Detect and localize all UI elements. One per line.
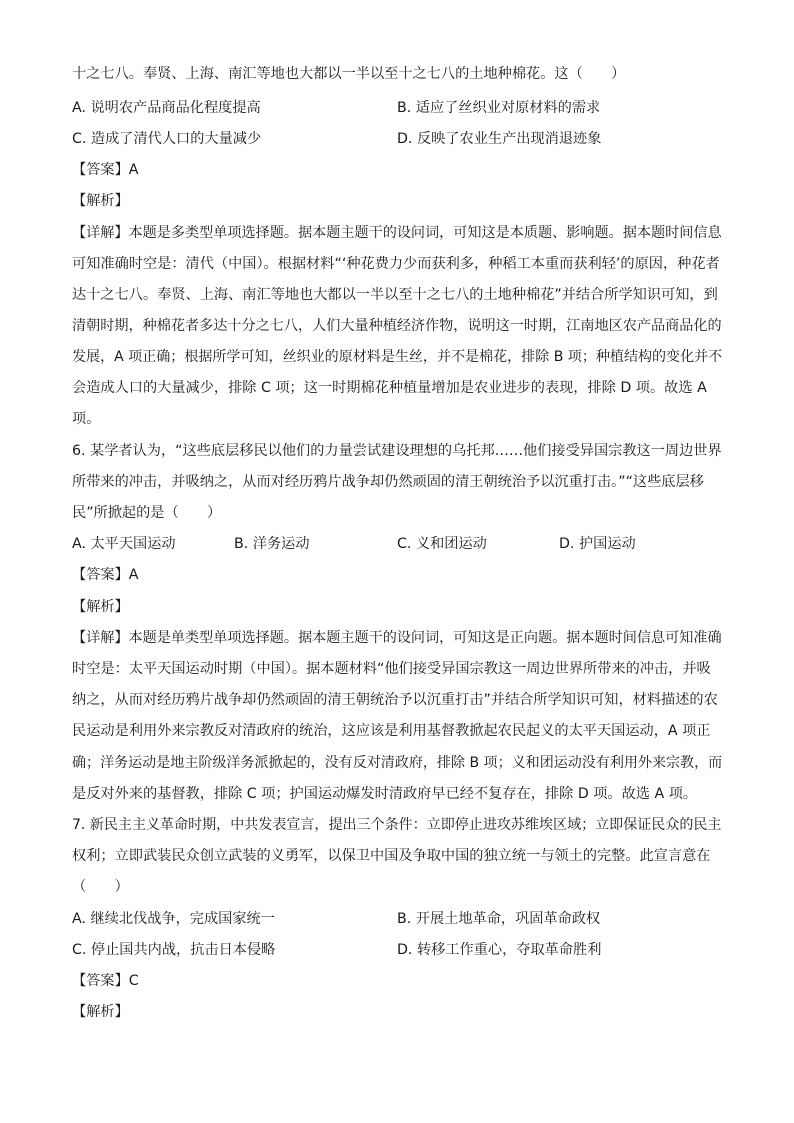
q7-answer: 【答案】C (72, 973, 139, 989)
q5-detail-line: 达十之七八。奉贤、上海、南汇等地也大都以一半以至十之七八的土地种棉花”并结合所学知识可知，到 (72, 287, 718, 303)
q7-option-a: A. 继续北伐战争，完成国家统一 (72, 911, 275, 927)
q7-option-d: D. 转移工作重心，夺取革命胜利 (397, 942, 602, 958)
q6-detail-line: 民运动是利用外来宗教反对清政府的统治，这应该是利用基督教掀起农民起义的太平天国运动，A 项正 (72, 723, 711, 739)
q6-option-c: C. 义和团运动 (397, 536, 487, 552)
q7-stem-line: 权利；立即武装民众创立武装的义勇军，以保卫中国及争取中国的独立统一与领土的完整。此宣言意在 (72, 848, 711, 864)
q5-detail-line: 清朝时期，种棉花者多达十分之七八，人们大量种植经济作物，说明这一时期，江南地区农产品商品化的 (72, 318, 722, 334)
q6-detail-line: 确；洋务运动是地主阶级洋务派掀起的，没有反对清政府，排除 B 项；义和团运动没有利用外来宗教，而 (72, 755, 723, 771)
q6-stem-line: 民”所掀起的是（ ） (72, 505, 222, 521)
q6-option-b: B. 洋务运动 (234, 536, 310, 552)
q6-detail-line: 是反对外来的基督教，排除 C 项；护国运动爆发时清政府早已经不复存在，排除 D 项。故选 A 项。 (72, 786, 698, 802)
q5-detail-line: 【详解】本题是多类型单项选择题。据本题主题干的设问词，可知这是本质题、影响题。据本题时间信息 (72, 225, 722, 241)
q5-detail-line: 发展，A 项正确；根据所学可知，丝织业的原材料是生丝，并不是棉花，排除 B 项；种植结构的变化并不 (72, 349, 723, 365)
q5-stem-tail: 十之七八。奉贤、上海、南汇等地也大都以一半以至十之七八的土地种棉花。这（ ） (72, 66, 626, 82)
q7-stem-line: （ ） (72, 879, 129, 895)
q6-detail-line: 纳之，从而对经历鸦片战争却仍然顽固的清王朝统治予以沉重打击”并结合所学知识可知，材料描述的农 (72, 692, 718, 708)
q6-stem-line: 6. 某学者认为，“这些底层移民以他们的力量尝试建设理想的乌托邦……他们接受异国宗教这一周边世界 (72, 443, 722, 459)
q7-stem-line: 7. 新民主主义革命时期，中共发表宣言，提出三个条件：立即停止进攻苏维埃区域；立即保证民众的民主 (72, 817, 722, 833)
q5-option-b: B. 适应了丝织业对原材料的需求 (397, 100, 601, 116)
q6-stem-line: 所带来的冲击，并吸纳之，从而对经历鸦片战争却仍然顽固的清王朝统治予以沉重打击。”“这些底层移 (72, 474, 704, 490)
q6-detail-line: 时空是：太平天国运动时期（中国）。据本题材料“他们接受异国宗教这一周边世界所带来的冲击，并吸 (72, 661, 711, 677)
q5-detail-line: 会造成人口的大量减少，排除 C 项；这一时期棉花种植量增加是农业进步的表现，排除 D 项。故选 A (72, 380, 707, 396)
q5-option-d: D. 反映了农业生产出现消退迹象 (397, 131, 602, 147)
q5-option-c: C. 造成了清代人口的大量减少 (72, 131, 262, 147)
q6-option-a: A. 太平天国运动 (72, 536, 176, 552)
q5-detail-line: 可知准确时空是：清代（中国）。根据材料“‘种花费力少而获利多，种稻工本重而获利轻’的原因，种花者 (72, 256, 720, 272)
q6-analysis-label: 【解析】 (72, 599, 129, 615)
q5-answer: 【答案】A (72, 162, 139, 178)
q6-detail-line: 【详解】本题是单类型单项选择题。据本题主题干的设问词，可知这是正向题。据本题时间信息可知准确 (72, 630, 722, 646)
q7-analysis-label: 【解析】 (72, 1004, 129, 1020)
q5-detail-line: 项。 (72, 411, 101, 427)
q5-option-a: A. 说明农产品商品化程度提高 (72, 100, 261, 116)
q5-analysis-label: 【解析】 (72, 193, 129, 209)
q7-option-c: C. 停止国共内战，抗击日本侵略 (72, 942, 276, 958)
q7-option-b: B. 开展土地革命，巩固革命政权 (397, 911, 601, 927)
q6-option-d: D. 护国运动 (559, 536, 636, 552)
q6-answer: 【答案】A (72, 567, 139, 583)
